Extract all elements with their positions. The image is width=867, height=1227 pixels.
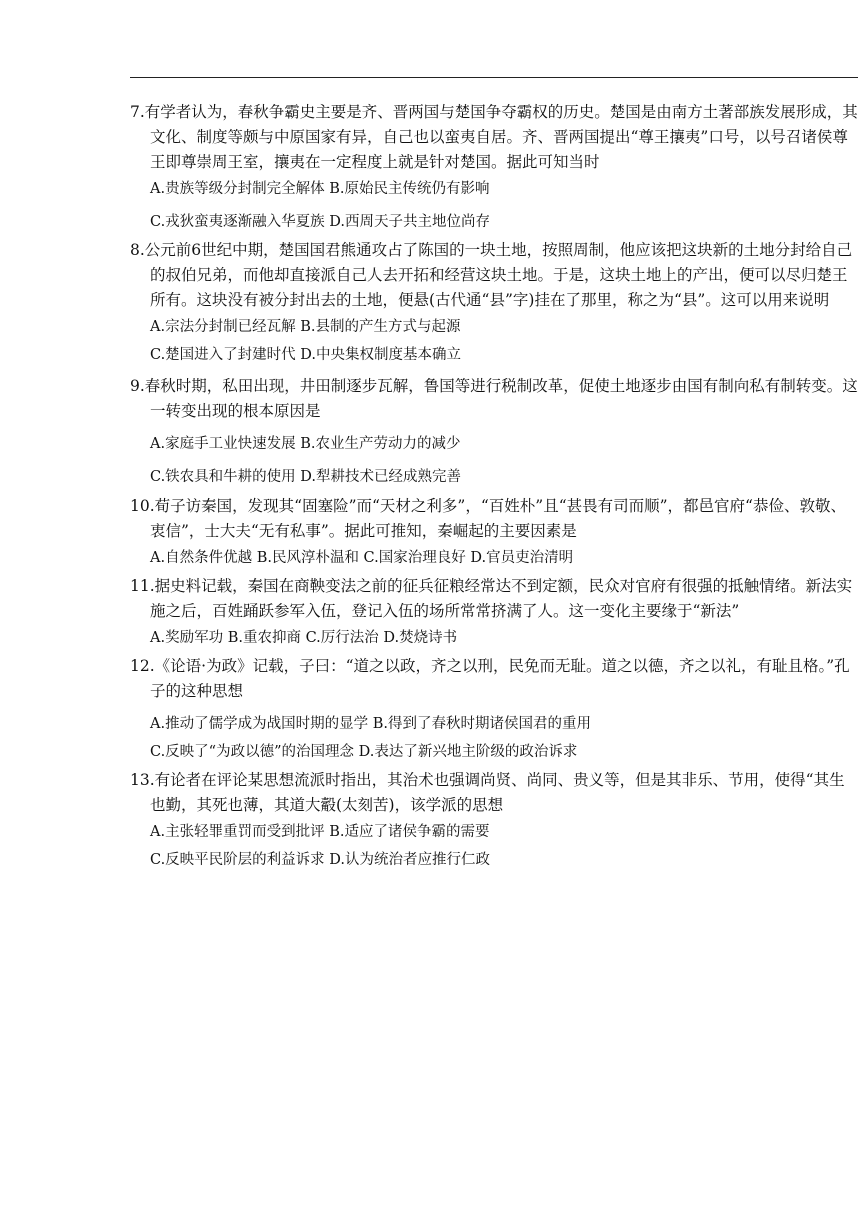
question-options: C.反映平民阶层的利益诉求 D.认为统治者应推行仁政 (150, 852, 491, 868)
question-options: C.楚国进入了封建时代 D.中央集权制度基本确立 (150, 347, 462, 363)
question-options: C.反映了“为政以德”的治国理念 D.表达了新兴地主阶级的政治诉求 (150, 744, 578, 760)
question-13 (130, 768, 858, 873)
question-options: A.主张轻罪重罚而受到批评 B.适应了诸侯争霸的需要 (150, 824, 490, 840)
question-options: A.自然条件优越 B.民风淳朴温和 C.国家治理良好 D.官员吏治清明 (150, 550, 574, 566)
question-11 (130, 574, 858, 651)
question-options: A.奖励军功 B.重农抑商 C.厉行法治 D.焚烧诗书 (150, 630, 458, 646)
question-stem: 12.《论语·为政》记载，子曰：“道之以政，齐之以刑，民免而无耻。道之以德，齐之以礼，有耻且格。”孔子的这种思想 (130, 657, 850, 700)
question-stem: 11.据史料记载，秦国在商鞅变法之前的征兵征粮经常达不到定额，民众对官府有很强的抵触情绪。新法实施之后，百姓踊跃参军入伍，登记入伍的场所常常挤满了人。这一变化主要缘于“新法” (130, 577, 853, 620)
question-9 (130, 374, 858, 490)
question-10 (130, 494, 858, 571)
question-options: A.推动了儒学成为战国时期的显学 B.得到了春秋时期诸侯国君的重用 (150, 716, 591, 732)
question-stem: 8.公元前6世纪中期，楚国国君熊通攻占了陈国的一块土地，按照周制，他应该把这块新的土地分封给自己的叔伯兄弟，而他却直接派自己人去开拓和经营这块土地。于是，这块土地上的产出，便可以尽归楚王所有。这块没有被分封出去的土地，便悬(古代通“县”字)挂在了那里，称之为“县”。这可以用来说明 (130, 241, 853, 309)
question-options: A.家庭手工业快速发展 B.农业生产劳动力的减少 (150, 436, 461, 452)
question-8 (130, 238, 858, 368)
question-options: A.宗法分封制已经瓦解 B.县制的产生方式与起源 (150, 319, 461, 335)
question-options: C.铁农具和牛耕的使用 D.犁耕技术已经成熟完善 (150, 469, 462, 485)
question-options: A.贵族等级分封制完全解体 B.原始民主传统仍有影响 (150, 181, 490, 197)
question-stem: 10.荀子访秦国，发现其“固塞险”而“天材之利多”，“百姓朴”且“甚畏有司而顺”，都邑官府“恭俭、敦敬、衷信”，士大夫“无有私事”。据此可推知，秦崛起的主要因素是 (130, 497, 846, 540)
question-options: C.戎狄蛮夷逐渐融入华夏族 D.西周天子共主地位尚存 (150, 214, 491, 230)
header-rule (130, 77, 858, 78)
question-stem: 13.有论者在评论某思想流派时指出，其治术也强调尚贤、尚同、贵义等，但是其非乐、节用，使得“其生也勤，其死也薄，其道大觳(太刻苦)，该学派的思想 (130, 771, 845, 814)
question-stem: 9.春秋时期，私田出现，井田制逐步瓦解，鲁国等进行税制改革，促使土地逐步由国有制向私有制转变。这一转变出现的根本原因是 (130, 377, 858, 420)
question-list (130, 100, 858, 876)
question-stem: 7.有学者认为，春秋争霸史主要是齐、晋两国与楚国争夺霸权的历史。楚国是由南方土著部族发展形成，其文化、制度等颇与中原国家有异，自己也以蛮夷自居。齐、晋两国提出“尊王攘夷”口号，以号召诸侯尊王即尊崇周王室，攘夷在一定程度上就是针对楚国。据此可知当时 (130, 103, 858, 171)
question-7 (130, 100, 858, 235)
question-12 (130, 654, 858, 765)
